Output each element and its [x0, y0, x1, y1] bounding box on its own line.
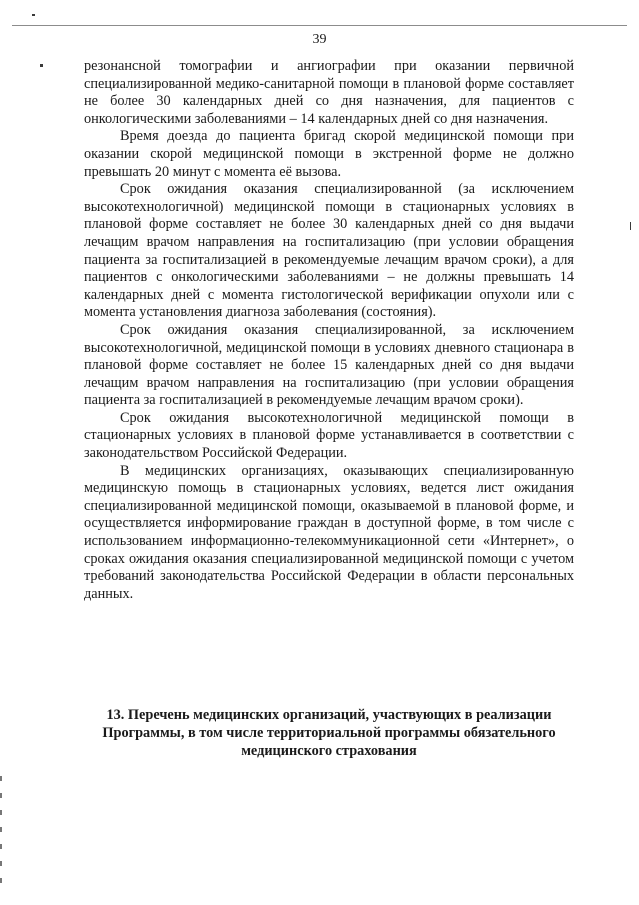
page-number: 39	[312, 32, 327, 47]
scan-speck	[630, 222, 631, 230]
body-text	[84, 58, 574, 603]
scan-speck	[32, 14, 35, 16]
paragraph: Срок ожидания высокотехнологичной медицинской помощи в стационарных условиях в плановой форме устанавливается в соответствии с законодательством Российской Федерации.	[84, 409, 574, 462]
scan-speck	[40, 64, 43, 67]
paragraph: резонансной томографии и ангиографии при оказании первичной специализированной медико-санитарной помощи в плановой форме составляет не более 30 календарных дней со дня назначения, для пациентов с онкологическими заболеваниями – 14 календарных дней со дня назначения.	[84, 58, 574, 127]
paragraph: В медицинских организациях, оказывающих специализированную медицинскую помощь в стационарных условиях, ведется лист ожидания специализированной медицинской помощи, оказываемой в плановой форме, и осуществляется информирование граждан в доступной форме, в том числе с использованием информационно-телекоммуникационной сети «Интернет», о сроках ожидания оказания специализированной медицинской помощи с учетом требований законодательства Российской Федерации в области персональных данных.	[84, 462, 574, 602]
section-heading: 13. Перечень медицинских организаций, участвующих в реализации Программы, в том числе территориальной программы обязательного медицинского страхования	[102, 707, 556, 759]
top-rule	[12, 25, 627, 26]
scan-edge-marks	[0, 776, 3, 896]
paragraph: Срок ожидания оказания специализированной, за исключением высокотехнологичной, медицинской помощи в условиях дневного стационара в плановой форме составляет не более 15 календарных дней со дня выдачи лечащим врачом направления на госпитализацию (при условии обращения пациента за госпитализацией в рекомендуемые лечащим врачом сроки).	[84, 321, 574, 409]
paragraph: Срок ожидания оказания специализированной (за исключением высокотехнологичной) медицинской помощи в стационарных условиях в плановой форме составляет не более 30 календарных дней со дня выдачи лечащим врачом направления на госпитализацию (при условии обращения пациента за госпитализацией в рекомендуемые лечащим врачом сроки), а для пациентов с онкологическими заболеваниями – не должны превышать 14 календарных дней с момента гистологической верификации опухоли или с момента установления диагноза заболевания (состояния).	[84, 181, 574, 321]
paragraph: Время доезда до пациента бригад скорой медицинской помощи при оказании скорой медицинской помощи в экстренной форме не должно превышать 20 минут с момента её вызова.	[84, 128, 574, 180]
